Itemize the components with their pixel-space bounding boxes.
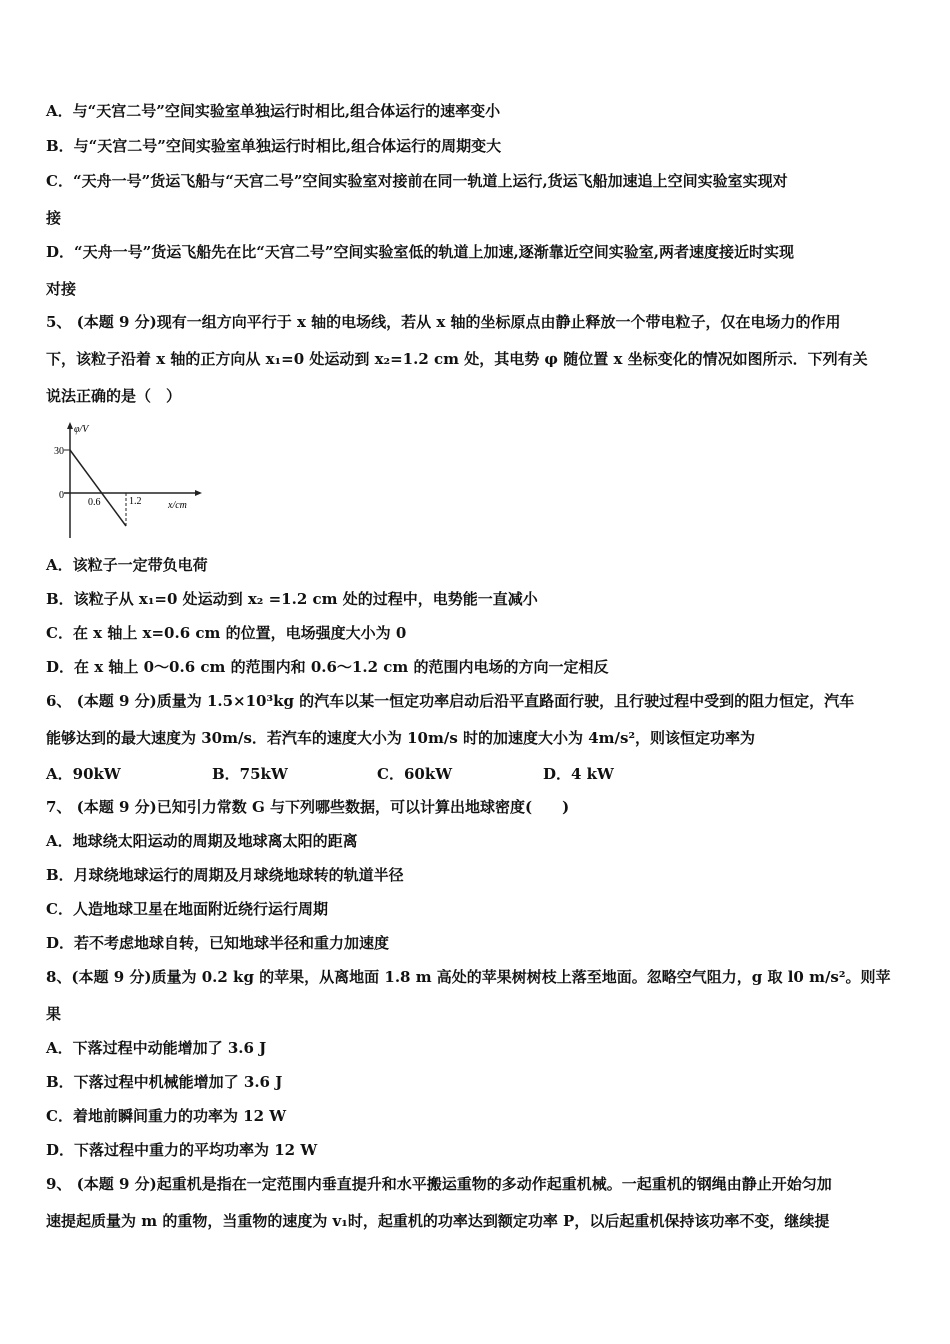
x-axis-label: x/cm (168, 500, 187, 511)
q6-options (46, 763, 906, 783)
q8-option-b: B．下落过程中机械能增加了 3.6 J (46, 1073, 283, 1091)
q4-option-d-line1: D．“天舟一号”货运飞船先在比“天宫二号”空间实验室低的轨道上加速,逐渐靠近空间实验室,两者速度接近时实现 (46, 243, 794, 261)
q8-stem-line1: 8、(本题 9 分)质量为 0.2 kg 的苹果，从离地面 1.8 m 高处的苹果树树枝上落至地面。忽略空气阻力，g 取 l0 m/s²。则苹 (46, 968, 891, 986)
q5-stem-line1: 5、 (本题 9 分)现有一组方向平行于 x 轴的电场线，若从 x 轴的坐标原点由静止释放一个带电粒子，仅在电场力的作用 (46, 313, 841, 331)
potential-graph (50, 420, 210, 540)
q5-stem-line3: 说法正确的是（ ） (46, 387, 182, 405)
q8-option-d: D．下落过程中重力的平均功率为 12 W (46, 1141, 318, 1159)
q4-option-d-line2: 对接 (46, 280, 77, 298)
q6-option-b: B．75kW (212, 765, 288, 783)
q4-option-b: B．与“天宫二号”空间实验室单独运行时相比,组合体运行的周期变大 (46, 137, 502, 155)
q5-stem-line2: 下，该粒子沿着 x 轴的正方向从 x₁=0 处运动到 x₂=1.2 cm 处，其电势 φ 随位置 x 坐标变化的情况如图所示．下列有关 (46, 350, 868, 368)
q6-stem-line2: 能够达到的最大速度为 30m/s．若汽车的速度大小为 10m/s 时的加速度大小为 4m/s²，则该恒定功率为 (46, 729, 756, 747)
x-tick-0-6: 0.6 (88, 497, 101, 508)
potential-line (70, 450, 126, 526)
x-tick-1-2: 1.2 (129, 496, 142, 507)
q6-option-d: D．4 kW (543, 765, 614, 783)
x-axis-arrow (195, 490, 202, 496)
origin-label: 0 (59, 490, 64, 501)
q6-stem-line1: 6、 (本题 9 分)质量为 1.5×10³kg 的汽车以某一恒定功率启动后沿平直路面行驶，且行驶过程中受到的阻力恒定，汽车 (46, 692, 855, 710)
q9-stem-line1: 9、 (本题 9 分)起重机是指在一定范围内垂直提升和水平搬运重物的多动作起重机械。一起重机的钢绳由静止开始匀加 (46, 1175, 832, 1193)
q4-option-c-line2: 接 (46, 209, 62, 227)
q7-option-d: D．若不考虑地球自转，已知地球半径和重力加速度 (46, 934, 390, 952)
q6-option-c: C．60kW (377, 765, 453, 783)
q8-stem-line2: 果 (46, 1005, 62, 1023)
y-tick-30: 30 (54, 446, 64, 457)
q7-option-b: B．月球绕地球运行的周期及月球绕地球转的轨道半径 (46, 866, 404, 884)
q7-option-c: C．人造地球卫星在地面附近绕行运行周期 (46, 900, 328, 918)
q6-option-a: A．90kW (46, 765, 121, 783)
q5-option-b: B．该粒子从 x₁=0 处运动到 x₂ =1.2 cm 处的过程中，电势能一直减小 (46, 590, 538, 608)
q5-option-c: C．在 x 轴上 x=0.6 cm 的位置，电场强度大小为 0 (46, 624, 407, 642)
q5-option-d: D．在 x 轴上 0～0.6 cm 的范围内和 0.6～1.2 cm 的范围内电场的方向一定相反 (46, 658, 609, 676)
q4-option-a: A．与“天宫二号”空间实验室单独运行时相比,组合体运行的速率变小 (46, 102, 501, 120)
y-axis-label: φ/V (74, 424, 89, 435)
q8-option-c: C．着地前瞬间重力的功率为 12 W (46, 1107, 287, 1125)
q9-stem-line2: 速提起质量为 m 的重物，当重物的速度为 v₁时，起重机的功率达到额定功率 P，以后起重机保持该功率不变，继续提 (46, 1212, 830, 1230)
q4-option-c-line1: C．“天舟一号”货运飞船与“天宫二号”空间实验室对接前在同一轨道上运行,货运飞船加速追上空间实验室实现对 (46, 172, 788, 190)
q5-option-a: A．该粒子一定带负电荷 (46, 556, 208, 574)
q7-stem: 7、 (本题 9 分)已知引力常数 G 与下列哪些数据，可以计算出地球密度( ) (46, 798, 570, 816)
q7-option-a: A．地球绕太阳运动的周期及地球离太阳的距离 (46, 832, 358, 850)
q8-option-a: A．下落过程中动能增加了 3.6 J (46, 1039, 267, 1057)
y-axis-arrow (67, 422, 73, 429)
